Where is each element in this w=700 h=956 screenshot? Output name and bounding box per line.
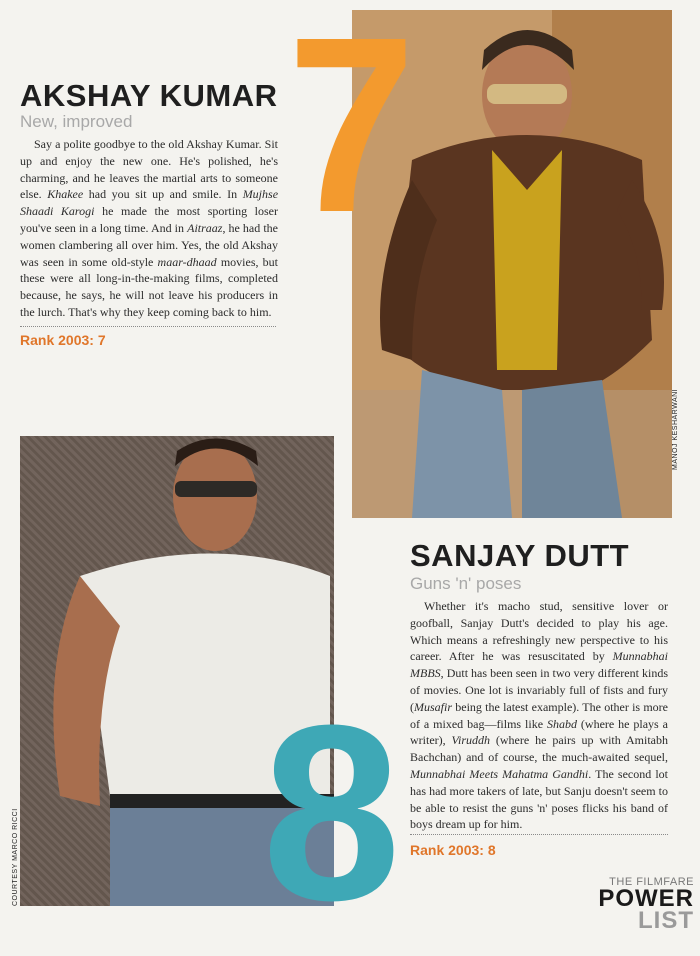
- akshay-text-segment: , he had the women clambering all over him. Yes, the old Akshay was seen in some old-style: [20, 220, 278, 269]
- akshay-rank-2003: Rank 2003: 7: [20, 332, 106, 348]
- sanjay-divider: [410, 834, 668, 835]
- akshay-text-segment: Khakee: [47, 187, 84, 202]
- akshay-kumar-body: [20, 136, 278, 321]
- sanjay-text-segment: (where he plays a writer),: [410, 716, 668, 748]
- akshay-text-segment: Aitraaz: [187, 220, 223, 235]
- akshay-photo-credit: MANOJ KESHARWANI: [672, 388, 679, 470]
- akshay-text-segment: had you sit up and smile. In: [83, 187, 243, 202]
- sanjay-text-segment: Shabd: [546, 716, 577, 731]
- sanjay-dutt-title: SANJAY DUTT: [410, 538, 630, 573]
- logo-line-1: THE FILMFARE: [609, 876, 694, 888]
- sanjay-text-segment: Munnabhai Meets Mahatma Gandhi: [410, 766, 589, 781]
- sanjay-text-segment: (where he pairs up with Amitabh Bachchan) and of course, the much-awaited sequel,: [410, 733, 668, 765]
- filmfare-power-list-logo: [596, 876, 694, 932]
- sanjay-text-segment: being the latest example). The other is more of a mixed bag—films like: [410, 699, 668, 731]
- sanjay-photo-credit: COURTESY MARCO RICCI: [12, 808, 19, 906]
- logo-line-3: LIST: [638, 907, 694, 934]
- akshay-kumar-tagline: New, improved: [20, 112, 133, 131]
- akshay-text-segment: he made the most sporting loser you've seen in a long time. And in: [20, 204, 278, 235]
- sanjay-text-segment: Whether it's macho stud, sensitive lover or goofball, Sanjay Dutt's decided to play his age. Which means a refreshingly new perspective to his career. After he was resuscitated by: [410, 599, 668, 664]
- sanjay-rank-2003: Rank 2003: 8: [410, 842, 496, 858]
- sanjay-text-segment: Musafir: [414, 699, 453, 714]
- sanjay-dutt-body: [410, 598, 668, 833]
- akshay-text-segment: Mujhse Shaadi Karogi: [20, 187, 279, 219]
- akshay-divider: [20, 326, 276, 327]
- rank-seven-number: 7: [287, 0, 416, 264]
- sanjay-text-segment: Viruddh: [451, 733, 490, 748]
- akshay-text-segment: Say a polite goodbye to the old Akshay Kumar. Sit up and enjoy the new one. He's polished, he's charming, and he leaves the martial arts to someone else.: [20, 137, 278, 202]
- akshay-text-segment: movies, but these were all long-in-the-making films, completed because, he says, he will not leave his producers in the lurch. That's why they keep coming back to him.: [20, 254, 278, 319]
- rank-eight-number: 8: [262, 673, 402, 952]
- akshay-text-segment: maar-dhaad: [157, 254, 217, 269]
- logo-line-2: POWER: [598, 885, 694, 912]
- akshay-kumar-title: AKSHAY KUMAR: [20, 78, 278, 113]
- sanjay-text-segment: , Dutt has been seen in two very different kinds of movies. One lot is invariably full of fists and fury (: [410, 666, 668, 714]
- sanjay-text-segment: . The second lot has had more takers of late, but Sanju doesn't seem to be able to resist the guns 'n' poses flicks his band of boys dream up for him.: [410, 766, 669, 832]
- sanjay-dutt-tagline: Guns 'n' poses: [410, 574, 522, 593]
- sanjay-text-segment: Munnabhai MBBS: [410, 649, 668, 681]
